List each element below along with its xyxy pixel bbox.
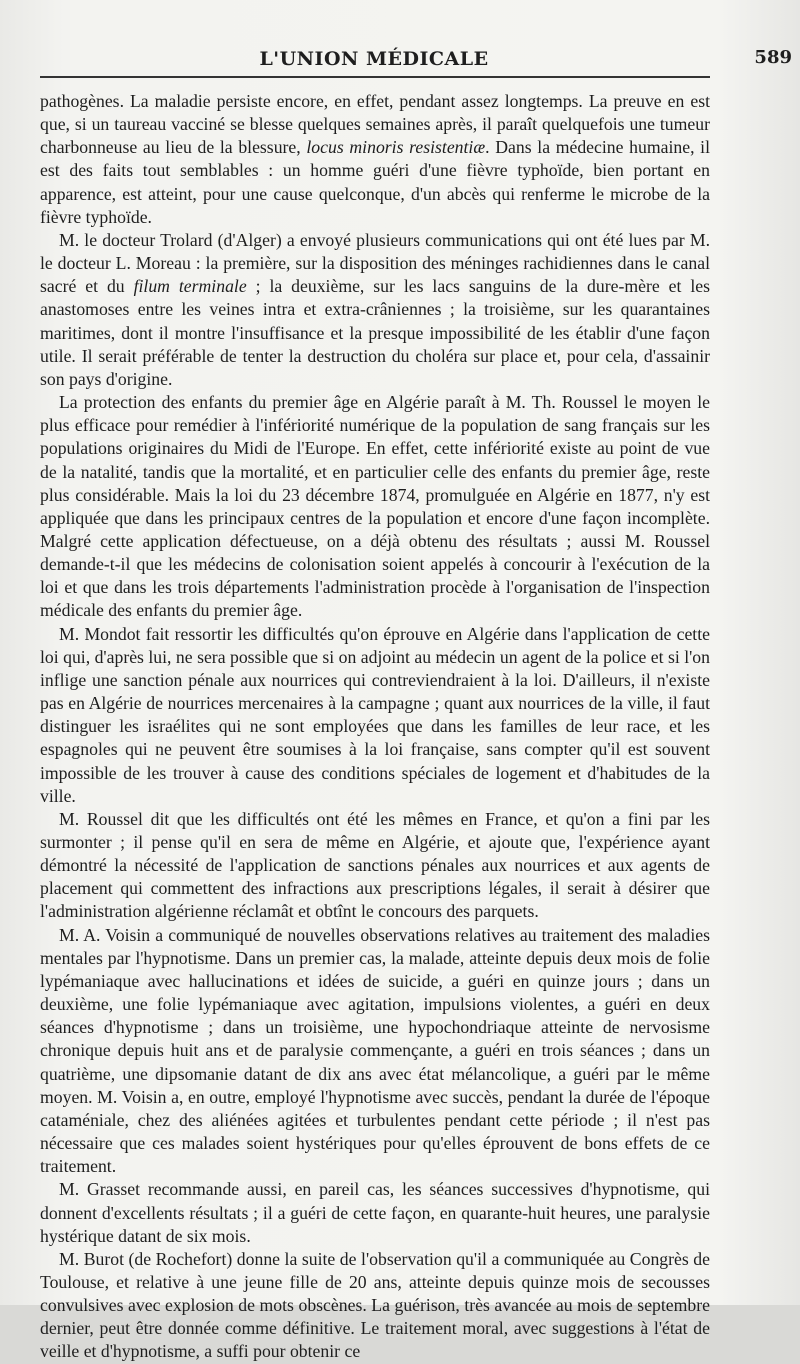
text-run: M. le docteur Trolard (d'Alger) a envoyé plusieurs communications qui ont été lues par M. le docteur L. Moreau : la première, sur la disposition des méninges rachidiennes dans le canal sacré et du [40,229,710,297]
paragraph [40,1178,710,1247]
text-run: La protection des enfants du premier âge en Algérie paraît à M. Th. Roussel le moyen le plus efficace pour remédier à l'infériorité numérique de la population de sang français sur les populations originaires du Midi de l'Europe. En effet, cette infériorité existe au point de vue de la natalité, tandis que la mortalité, et en particulier celle des enfants du premier âge, reste plus considérable. Mais la loi du 23 décembre 1874, promulguée en Algérie en 1877, n'y est appliquée que dans les principaux centres de la population et encore d'une façon incomplète. Malgré cette application défectueuse, on a déjà obtenu des résultats ; aussi M. Roussel demande-t-il que les médecins de colonisation soient appelés à concourir à l'exécution de la loi et que dans les trois départements l'administration procède à l'organisation de l'inspection médicale des enfants du premier âge. [40,392,710,621]
paragraph [40,391,710,623]
italic-term: filum terminale [133,276,247,297]
text-run: . Dans la médecine humaine, il est des faits tout semblables : un homme guéri d'une fièvre typhoïde, bien portant en apparence, est atteint, pour une cause quelconque, d'un abcès qui renferme le microbe de la fièvre typhoïde. [40,137,710,227]
paragraph [40,90,710,229]
paragraph [40,808,710,924]
paragraph [40,229,710,391]
text-run: M. A. Voisin a communiqué de nouvelles observations relatives au traitement des maladies mentales par l'hypnotisme. Dans un premier cas, la malade, atteinte depuis deux mois de folie lypémaniaque avec hallucinations et idées de suicide, a guéri en quinze jours ; dans un deuxième, une folie lypémaniaque avec agitation, impulsions violentes, a guéri en deux séances d'hypnotisme ; dans un troisième, une hypochondriaque atteinte de nervosisme chronique depuis huit ans et de paralysie commençante, a guéri en trois séances ; dans un quatrième, une dipsomanie datant de dix ans avec état mélancolique, a guéri par le même moyen. M. Voisin a, en outre, employé l'hypnotisme avec succès, pendant la durée de l'époque cataméniale, chez des aliénées agitées et turbulentes pendant cette période ; il n'est pas nécessaire que ces malades soient hystériques pour qu'elles éprouvent de bons effets de ce traitement. [40,924,710,1177]
paragraph [40,1248,710,1364]
page-number: 589 [754,47,792,68]
text-run: M. Roussel dit que les difficultés ont été les mêmes en France, et qu'on a fini par les surmonter ; il pense qu'il en sera de même en Algérie, et ajoute que, l'expérience ayant démontré la nécessité de l'application de sanctions pénales aux nourrices et aux agents de placement qui commettent des infractions aux prescriptions légales, il serait à désirer que l'administration algérienne réclamât et obtînt le concours des parquets. [40,808,710,922]
article-body [40,90,710,1364]
text-run: M. Mondot fait ressortir les difficultés qu'on éprouve en Algérie dans l'application de cette loi qui, d'après lui, ne sera possible que si on adjoint au médecin un agent de la police et si l'on inflige une sanction pénale aux nourrices qui contreviendraient à la loi. D'ailleurs, il n'existe pas en Algérie de nourrices mercenaires à la campagne ; quant aux nourrices de la ville, il faut distinguer les israélites qui ne sont employées que dans les familles de leur race, et les espagnoles qui ne peuvent être soumises à la loi française, sans compter qu'il est souvent impossible de les trouver à cause des conditions spéciales de logement et d'habitudes de la ville. [40,623,710,806]
italic-term: locus minoris resistentiæ [306,137,486,158]
header-rule [40,76,710,78]
paragraph [40,924,710,1179]
running-title: L'UNION MÉDICALE [259,48,489,70]
text-run: pathogènes. La maladie persiste encore, en effet, pendant assez longtemps. La preuve en est que, si un taureau vacciné se blesse quelques semaines après, il paraît quelquefois une tumeur charbonneuse au lieu de la blessure, [40,91,710,158]
text-run: M. Grasset recommande aussi, en pareil cas, les séances successives d'hypnotisme, qui donnent d'excellents résultats ; il a guéri de cette façon, en quarante-huit heures, une paralysie hystérique datant de six mois. [40,1179,710,1246]
text-run: M. Burot (de Rochefort) donne la suite de l'observation qu'il a communiquée au Congrès de Toulouse, et relative à une jeune fille de 20 ans, atteinte depuis quinze mois de secousses convulsives avec explosion de mots obscènes. La guérison, très avancée au mois de septembre dernier, peut être donnée comme définitive. Le traitement moral, avec suggestions à l'état de veille et d'hypnotisme, a suffi pour obtenir ce [40,1248,710,1362]
text-run: ; la deuxième, sur les lacs sanguins de la dure-mère et les anastomoses entre les veines intra et extra-crâniennes ; la troisième, sur les quarantaines maritimes, dont il montre l'insuffisance et la presque impossibilité de les établir d'une façon utile. Il serait préférable de tenter la destruction du choléra sur place et, pour cela, d'assainir son pays d'origine. [40,276,710,389]
page-header [40,44,792,74]
paragraph [40,623,710,808]
